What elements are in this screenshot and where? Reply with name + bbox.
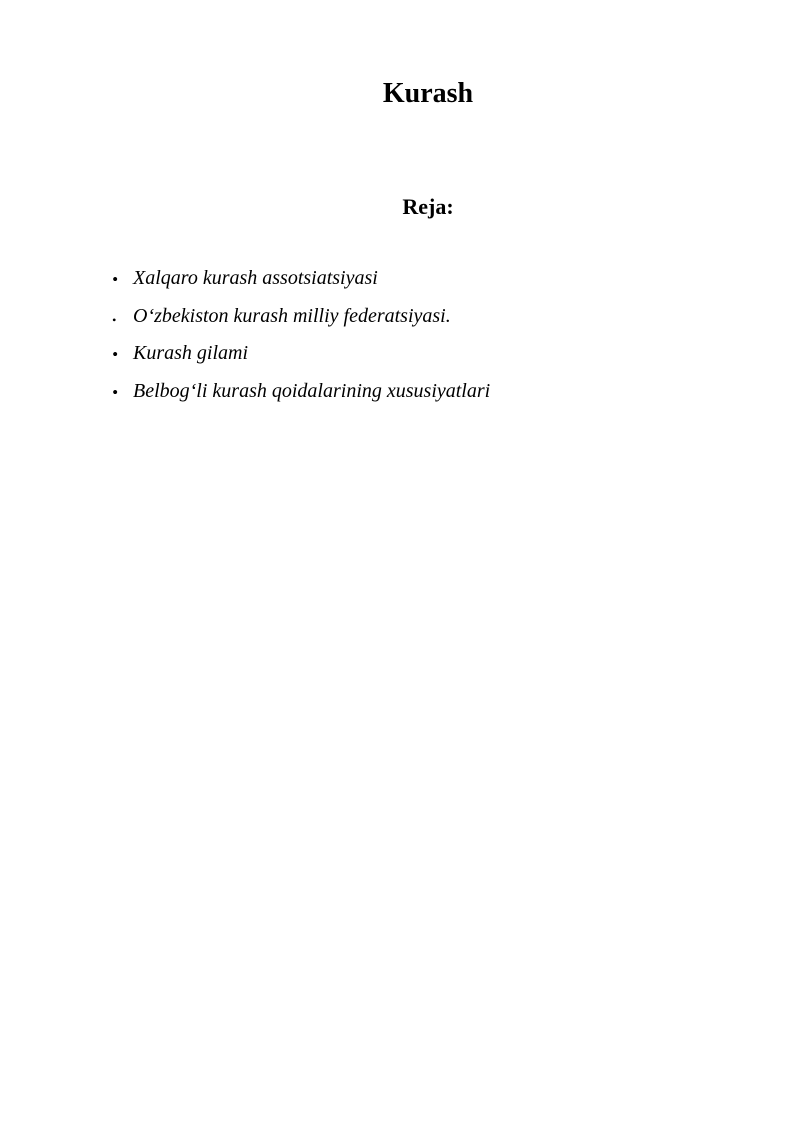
plan-list-item [112, 301, 752, 339]
bullet-icon: • [112, 382, 118, 402]
plan-heading: Reja: [402, 194, 454, 219]
plan-list-item [112, 376, 752, 414]
plan-item-text: Kurash gilami [133, 342, 249, 364]
plan-list-item [112, 263, 752, 301]
plan-list [112, 263, 752, 413]
document-title: Kurash [382, 78, 474, 109]
bullet-icon: • [112, 312, 117, 327]
plan-item-text: Xalqaro kurash assotsiatsiyasi [133, 267, 378, 289]
plan-item-text: O‘zbekiston kurash milliy federatsiyasi. [133, 304, 451, 327]
bullet-icon: • [112, 345, 118, 364]
bullet-icon: • [112, 270, 118, 289]
plan-item-text: Belbog‘li kurash qoidalarining xususiyatlari [133, 379, 491, 402]
plan-list-item [112, 338, 752, 376]
